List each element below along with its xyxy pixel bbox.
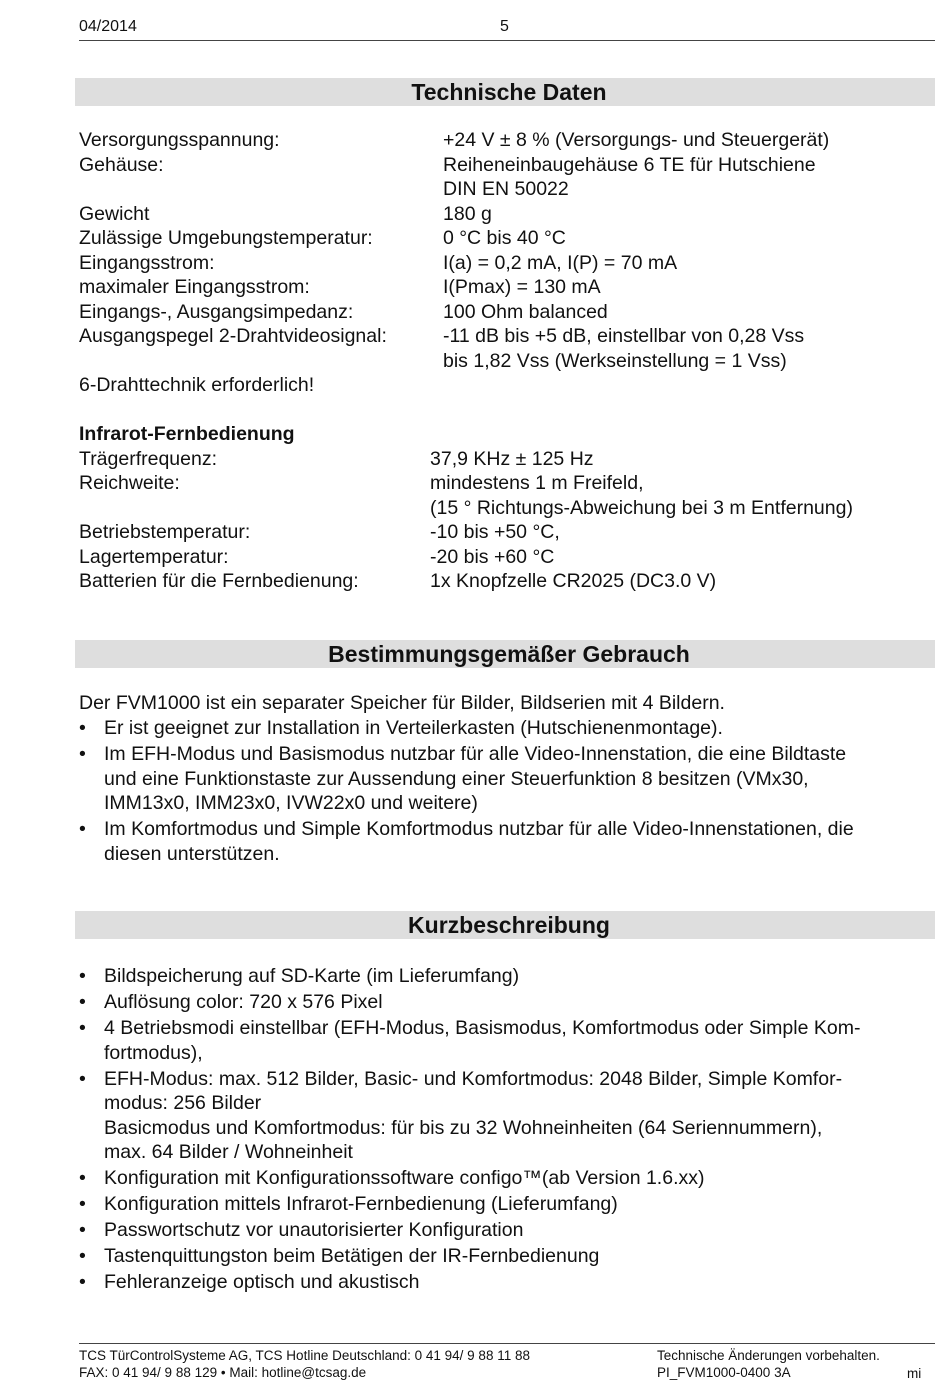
ir-spec-value: mindestens 1 m Freifeld, (430, 472, 644, 494)
spec-value: I(a) = 0,2 mA, I(P) = 70 mA (443, 251, 678, 274)
bullet-text: Auflösung color: 720 x 576 Pixel (104, 991, 383, 1013)
ir-spec-label: Batterien für die Fernbedienung: (79, 570, 359, 592)
bullet-icon: • (79, 1167, 86, 1189)
bullet-icon: • (79, 743, 86, 765)
bullet-icon: • (79, 1219, 86, 1241)
spec-value: 180 g (443, 202, 492, 225)
bullet-icon: • (79, 1193, 86, 1215)
bullet-icon: • (79, 1271, 86, 1293)
spec-value: 100 Ohm balanced (443, 300, 608, 323)
section-title-gebrauch (75, 640, 935, 668)
bullet-icon: • (79, 818, 86, 840)
footer-initials: mi (907, 1366, 922, 1381)
page-footer (79, 1343, 935, 1381)
ir-spec-value: 37,9 KHz ± 125 Hz (430, 447, 594, 470)
bullet-text: Passwortschutz vor unautorisierter Konfiguration (104, 1219, 524, 1241)
section-title-text: Bestimmungsgemäßer Gebrauch (328, 641, 690, 667)
section-title-kurzbeschreibung (75, 911, 935, 939)
bullet-icon: • (79, 991, 86, 1013)
section-title-text: Technische Daten (411, 79, 607, 105)
footer-contact: FAX: 0 41 94/ 9 88 129 • Mail: hotline@tcsag.de (79, 1365, 367, 1380)
spec-label: Gehäuse: (79, 153, 164, 176)
gebrauch-intro: Der FVM1000 ist ein separater Speicher für Bilder, Bildserien mit 4 Bildern. (79, 692, 725, 714)
bullet-text: IMM13x0, IMM23x0, IVW22x0 und weitere) (104, 792, 478, 814)
bullet-text: modus: 256 Bilder (104, 1092, 262, 1114)
bullet-text: Basicmodus und Komfortmodus: für bis zu 32 Wohneinheiten (64 Seriennummern), (104, 1116, 823, 1139)
bullet-text: 4 Betriebsmodi einstellbar (EFH-Modus, Basismodus, Komfortmodus oder Simple Kom- (104, 1017, 861, 1039)
ir-spec-label: Reichweite: (79, 472, 180, 494)
bullet-text: und eine Funktionstaste zur Aussendung einer Steuerfunktion 8 besitzen (VMx30, (104, 767, 809, 790)
footer-docid: PI_FVM1000-0400 3A (657, 1365, 791, 1380)
bullet-icon: • (79, 1245, 86, 1267)
bullet-icon: • (79, 965, 86, 987)
ir-spec-value: -10 bis +50 °C, (430, 521, 560, 543)
bullet-text: Im Komfortmodus und Simple Komfortmodus nutzbar für alle Video-Innenstationen, die (104, 818, 854, 840)
page-number: 5 (500, 18, 509, 35)
spec-value: Reiheneinbaugehäuse 6 TE für Hutschiene (443, 153, 816, 176)
spec-value: bis 1,82 Vss (Werkseinstellung = 1 Vss) (443, 349, 787, 372)
spec-value: -11 dB bis +5 dB, einstellbar von 0,28 Vss (443, 325, 805, 347)
bullet-icon: • (79, 717, 86, 739)
bullet-text: diesen unterstützen. (104, 842, 280, 865)
spec-value: 0 °C bis 40 °C (443, 227, 566, 249)
bullet-text: Fehleranzeige optisch und akustisch (104, 1271, 420, 1293)
ir-spec-label: Trägerfrequenz: (79, 447, 218, 470)
bullet-text: EFH-Modus: max. 512 Bilder, Basic- und Komfortmodus: 2048 Bilder, Simple Komfor- (104, 1067, 843, 1090)
section-title-text: Kurzbeschreibung (408, 912, 610, 938)
note-6-draht: 6-Drahttechnik erforderlich! (79, 374, 315, 396)
ir-spec-value: 1x Knopfzelle CR2025 (DC3.0 V) (430, 570, 717, 592)
spec-label: Eingangsstrom: (79, 251, 215, 274)
spec-label: Eingangs-, Ausgangsimpedanz: (79, 300, 354, 323)
bullet-text: Konfiguration mittels Infrarot-Fernbedienung (Lieferumfang) (104, 1193, 618, 1215)
ir-heading: Infrarot-Fernbedienung (79, 423, 295, 445)
spec-label: maximaler Eingangsstrom: (79, 276, 310, 298)
header-date: 04/2014 (79, 18, 137, 35)
bullet-text: Bildspeicherung auf SD-Karte (im Lieferumfang) (104, 965, 520, 987)
bullet-text: Tastenquittungston beim Betätigen der IR-Fernbedienung (104, 1245, 600, 1267)
bullet-text: Konfiguration mit Konfigurationssoftware configo™(ab Version 1.6.xx) (104, 1167, 705, 1189)
footer-notice: Technische Änderungen vorbehalten. (657, 1348, 880, 1363)
bullet-text: fortmodus), (104, 1041, 203, 1064)
spec-label: Versorgungsspannung: (79, 129, 280, 151)
bullet-text: max. 64 Bilder / Wohneinheit (104, 1141, 353, 1163)
spec-value: +24 V ± 8 % (Versorgungs- und Steuergerät) (443, 129, 830, 151)
ir-spec-label: Betriebstemperatur: (79, 521, 251, 543)
ir-spec-label: Lagertemperatur: (79, 545, 229, 568)
spec-value: I(Pmax) = 130 mA (443, 276, 601, 298)
ir-spec-value: (15 ° Richtungs-Abweichung bei 3 m Entfernung) (430, 496, 853, 519)
spec-label: Zulässige Umgebungstemperatur: (79, 227, 373, 249)
spec-label: Ausgangspegel 2-Drahtvideosignal: (79, 325, 387, 347)
bullet-text: Er ist geeignet zur Installation in Verteilerkasten (Hutschienenmontage). (104, 717, 723, 739)
bullet-icon: • (79, 1067, 86, 1090)
spec-label: Gewicht (79, 202, 150, 225)
footer-company: TCS TürControlSysteme AG, TCS Hotline Deutschland: 0 41 94/ 9 88 11 88 (79, 1348, 530, 1363)
page-header (79, 16, 935, 41)
ir-spec-value: -20 bis +60 °C (430, 545, 555, 568)
bullet-text: Im EFH-Modus und Basismodus nutzbar für alle Video-Innenstation, die eine Bildtaste (104, 743, 847, 765)
spec-value: DIN EN 50022 (443, 178, 569, 200)
bullet-icon: • (79, 1017, 86, 1039)
section-title-technische-daten (75, 78, 935, 106)
